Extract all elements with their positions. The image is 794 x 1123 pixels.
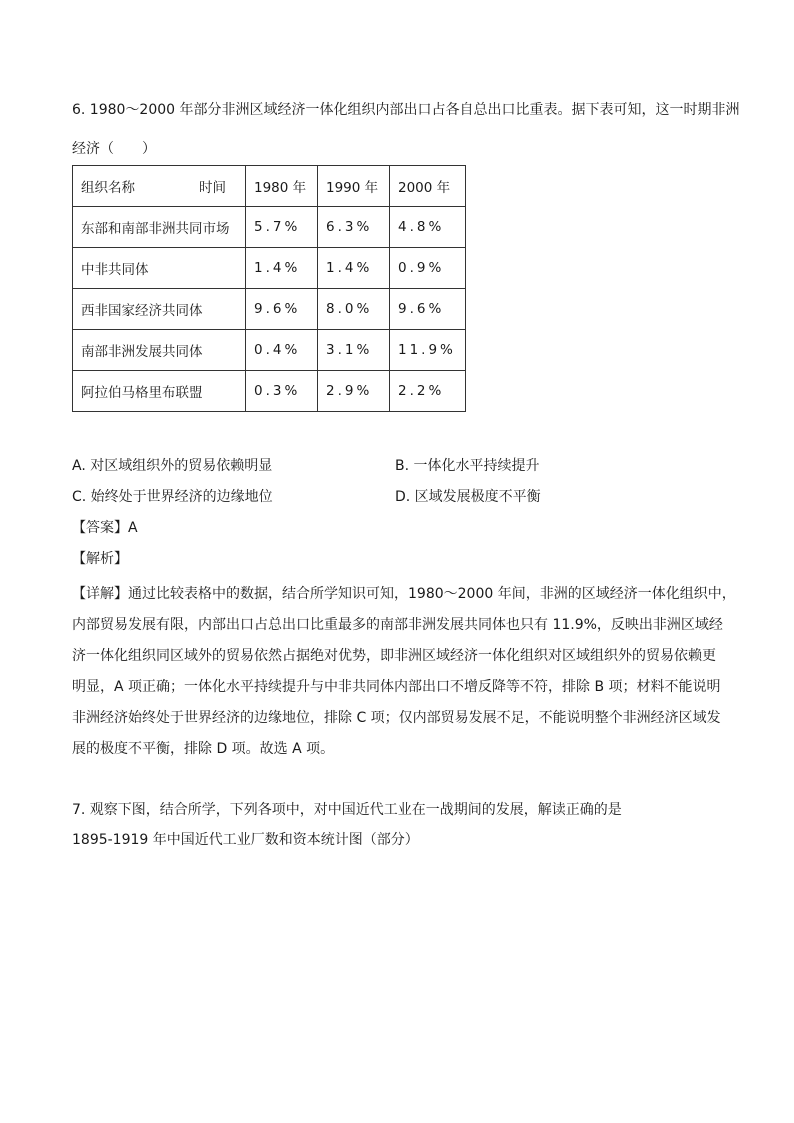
- header-year-1990: 1990 年: [318, 166, 390, 207]
- detail-line: 非洲经济始终处于世界经济的边缘地位，排除 C 项；仅内部贸易发展不足，不能说明整个非洲经济区域发: [72, 710, 721, 726]
- table-row: [73, 207, 466, 248]
- value-cell-1990: 6.3%: [318, 207, 390, 248]
- question-6-stem-line1: 6. 1980～2000 年部分非洲区域经济一体化组织内部出口占各自总出口比重表。据下表可知，这一时期非洲: [72, 102, 740, 118]
- detail-line: 内部贸易发展有限，内部出口占总出口比重最多的南部非洲发展共同体也只有 11.9%，反映出非洲区域经: [72, 617, 723, 633]
- table-row: [73, 248, 466, 289]
- value-cell-1980: 0.4%: [246, 330, 318, 371]
- value-cell-1990: 1.4%: [318, 248, 390, 289]
- question-6-stem-line2: 经济（ ）: [72, 141, 156, 157]
- org-name-cell: 西非国家经济共同体: [73, 289, 246, 330]
- value-cell-2000: 9.6%: [390, 289, 466, 330]
- table-row: [73, 330, 466, 371]
- table-header-org-time: [73, 166, 246, 207]
- value-cell-1990: 2.9%: [318, 371, 390, 412]
- option-d: D. 区域发展极度不平衡: [395, 489, 541, 505]
- header-year-1980: 1980 年: [246, 166, 318, 207]
- org-name-cell: 阿拉伯马格里布联盟: [73, 371, 246, 412]
- question-7-chart-caption: 1895-1919 年中国近代工业厂数和资本统计图（部分）: [72, 832, 419, 848]
- value-cell-2000: 0.9%: [390, 248, 466, 289]
- value-cell-1980: 5.7%: [246, 207, 318, 248]
- detail-line-text: 通过比较表格中的数据，结合所学知识可知，1980～2000 年间，非洲的区域经济一体化组织中，: [128, 586, 736, 602]
- detail-line: 展的极度不平衡，排除 D 项。故选 A 项。: [72, 741, 335, 757]
- value-cell-1980: 0.3%: [246, 371, 318, 412]
- value-cell-1980: 9.6%: [246, 289, 318, 330]
- option-c: C. 始终处于世界经济的边缘地位: [72, 489, 273, 505]
- header-year-2000: 2000 年: [390, 166, 466, 207]
- option-b: B. 一体化水平持续提升: [395, 458, 540, 474]
- value-cell-2000: 2.2%: [390, 371, 466, 412]
- table-row: [73, 371, 466, 412]
- value-cell-1990: 8.0%: [318, 289, 390, 330]
- answer-tag: 【答案】: [72, 520, 128, 536]
- header-time-label: 时间: [199, 180, 226, 196]
- value-cell-1980: 1.4%: [246, 248, 318, 289]
- detail-line: 济一体化组织同区域外的贸易依然占据绝对优势，即非洲区域经济一体化组织对区域组织外的贸易依赖更: [72, 648, 716, 664]
- detail-explanation: [72, 579, 736, 765]
- detail-line: 明显，A 项正确；一体化水平持续提升与中非共同体内部出口不增反降等不符，排除 B 项；材料不能说明: [72, 679, 721, 695]
- export-share-table: [72, 165, 466, 412]
- option-a: A. 对区域组织外的贸易依赖明显: [72, 458, 273, 474]
- analysis-tag: 【解析】: [72, 551, 128, 567]
- answer-value: A: [128, 520, 138, 536]
- header-org-name-label: 组织名称: [81, 180, 135, 196]
- detail-line: [72, 579, 736, 610]
- question-7-stem-line1: 7. 观察下图，结合所学，下列各项中，对中国近代工业在一战期间的发展，解读正确的是: [72, 802, 622, 818]
- table-header-row: [73, 166, 466, 207]
- value-cell-1990: 3.1%: [318, 330, 390, 371]
- table-row: [73, 289, 466, 330]
- org-name-cell: 东部和南部非洲共同市场: [73, 207, 246, 248]
- org-name-cell: 中非共同体: [73, 248, 246, 289]
- value-cell-2000: 4.8%: [390, 207, 466, 248]
- value-cell-2000: 11.9%: [390, 330, 466, 371]
- org-name-cell: 南部非洲发展共同体: [73, 330, 246, 371]
- answer-line: [72, 518, 138, 538]
- detail-tag: 【详解】: [72, 586, 128, 602]
